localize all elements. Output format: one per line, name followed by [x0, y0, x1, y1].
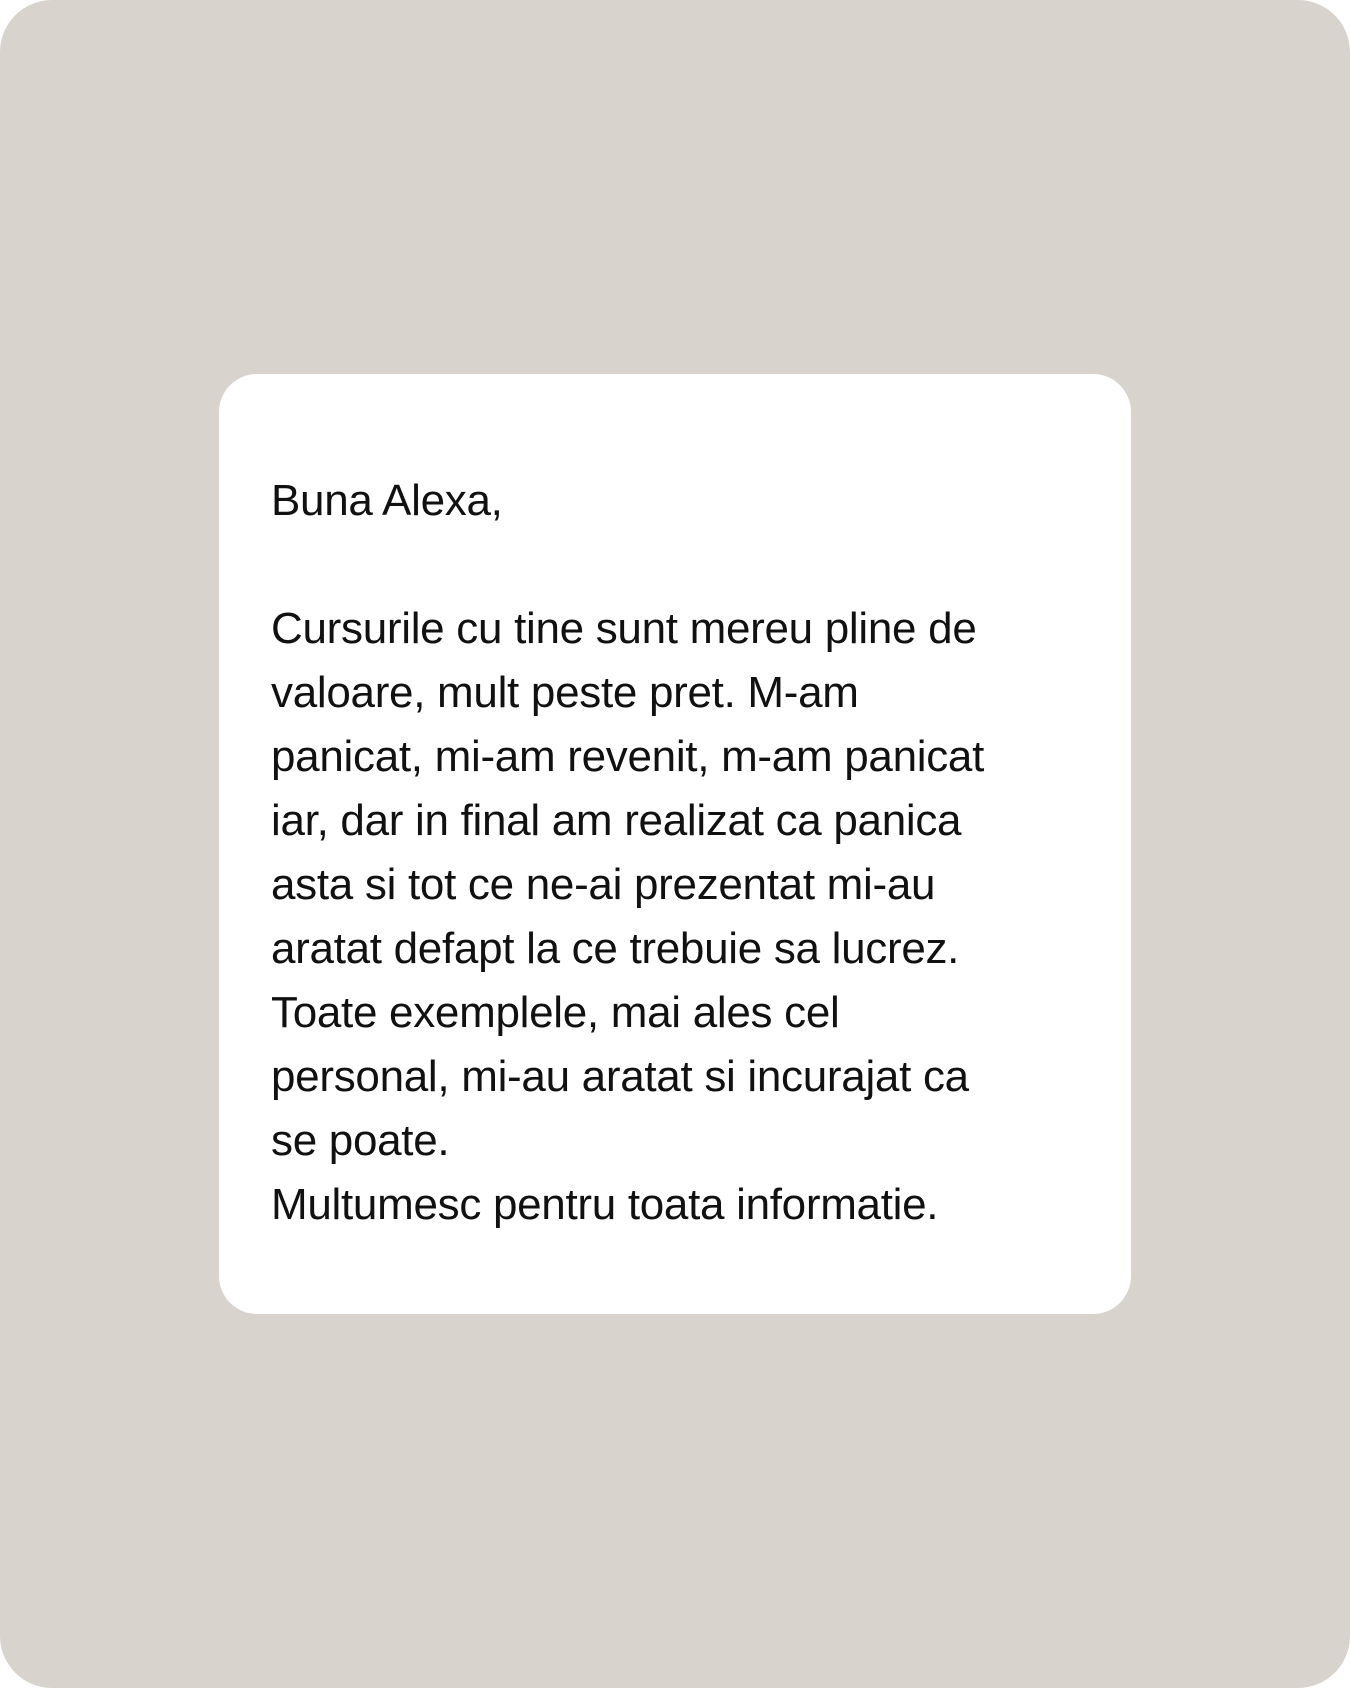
message-line: iar, dar in final am realizat ca panica: [271, 796, 962, 845]
message-line: personal, mi-au aratat si incurajat ca: [271, 1052, 969, 1101]
message-card: [219, 374, 1131, 1314]
message-body: [271, 597, 1079, 1237]
message-line: Toate exemplele, mai ales cel: [271, 988, 840, 1037]
message-line: aratat defapt la ce trebuie sa lucrez.: [271, 924, 960, 973]
message-line: valoare, mult peste pret. M-am: [271, 668, 859, 717]
message-line: panicat, mi-am revenit, m-am panicat: [271, 732, 985, 781]
message-line: Cursurile cu tine sunt mereu pline de: [271, 604, 977, 653]
message-line: Multumesc pentru toata informatie.: [271, 1180, 939, 1229]
paragraph-spacer: [271, 533, 1079, 597]
message-line: se poate.: [271, 1116, 450, 1165]
message-line: asta si tot ce ne-ai prezentat mi-au: [271, 860, 936, 909]
message-greeting: Buna Alexa,: [271, 476, 503, 525]
